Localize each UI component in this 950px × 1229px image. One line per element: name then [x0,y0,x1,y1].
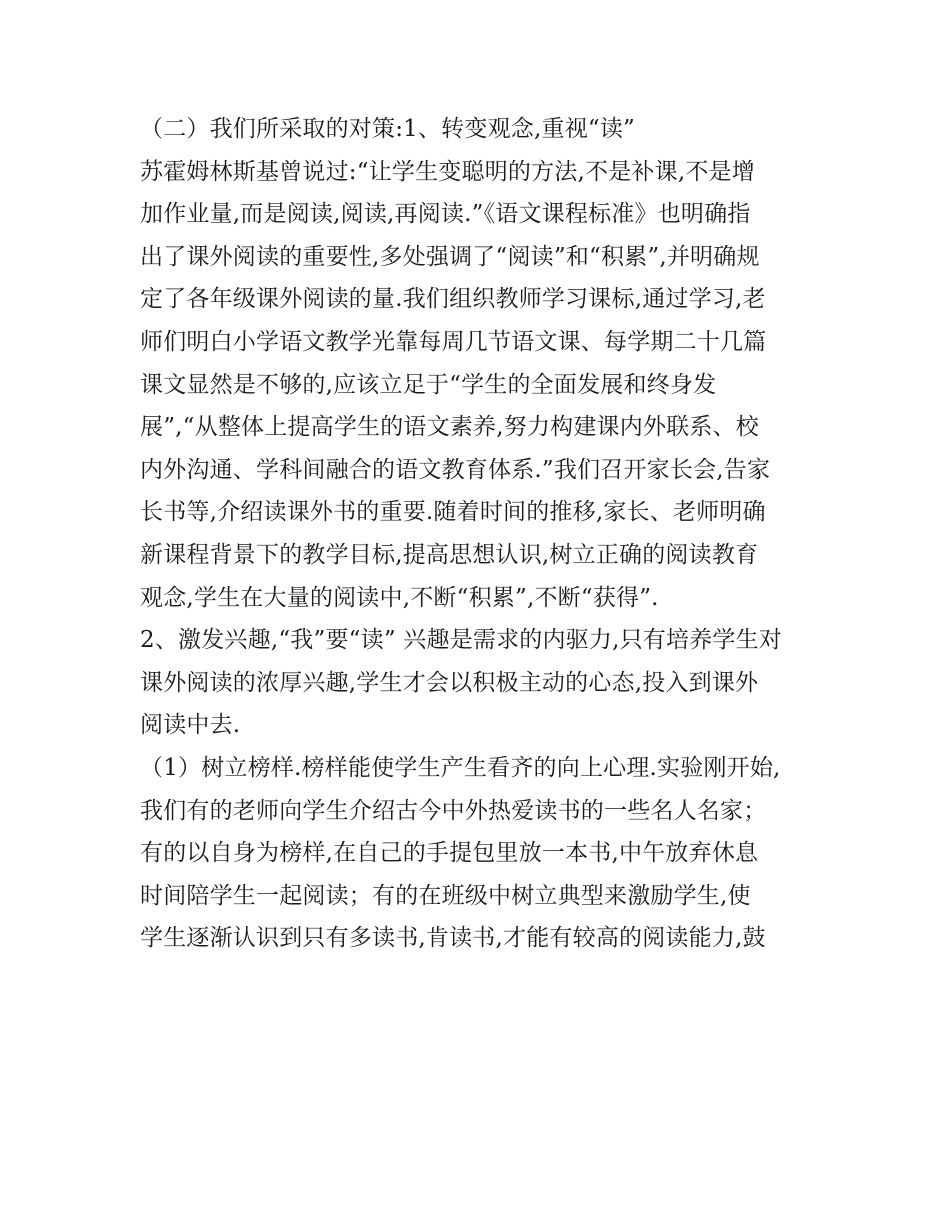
document-body [140,108,820,960]
text-line: 长书等,介绍读课外书的重要.随着时间的推移,家长、老师明确 [140,499,766,526]
text-line: 定了各年级课外阅读的量.我们组织教师学习课标,通过学习,老 [140,286,766,313]
text-line: 课文显然是不够的,应该立足于“学生的全面发展和终身发 [140,371,717,398]
text-line-subsection-1: （1）树立榜样.榜样能使学生产生看齐的向上心理.实验刚开始, [140,754,781,781]
text-line: 师们明白小学语文教学光靠每周几节语文课、每学期二十几篇 [140,328,767,355]
text-line: 展”,“从整体上提高学生的语文素养,努力构建课内外联系、校 [140,414,759,441]
text-line: 阅读中去. [140,712,241,739]
text-line: 内外沟通、学科间融合的语文教育体系.”我们召开家长会,告家 [140,456,771,483]
text-line: 新课程背景下的教学目标,提高思想认识,树立正确的阅读教育 [140,541,759,568]
text-line: 苏霍姆林斯基曾说过:“让学生变聪明的方法,不是补课,不是增 [140,158,755,185]
text-line: 出了课外阅读的重要性,多处强调了“阅读”和“积累”,并明确规 [140,243,760,270]
text-line: 加作业量,而是阅读,阅读,再阅读.”《语文课程标准》也明确指 [140,201,751,228]
text-line-section-2: 2、激发兴趣,“我”要“读” 兴趣是需求的内驱力,只有培养学生对 [140,627,782,654]
text-line-heading: （二）我们所采取的对策:1、转变观念,重视“读” [140,116,636,142]
text-line: 我们有的老师向学生介绍古今中外热爱读书的一些名人名家； [140,797,767,824]
text-line: 课外阅读的浓厚兴趣,学生才会以积极主动的心态,投入到课外 [140,669,759,696]
text-line: 时间陪学生一起阅读；有的在班级中树立典型来激励学生,使 [140,882,751,909]
text-line: 有的以自身为榜样,在自己的手提包里放一本书,中午放弃休息 [140,840,759,867]
text-line: 观念,学生在大量的阅读中,不断“积累”,不断“获得”. [140,584,659,611]
text-line: 学生逐渐认识到只有多读书,肯读书,才能有较高的阅读能力,鼓 [140,925,766,952]
